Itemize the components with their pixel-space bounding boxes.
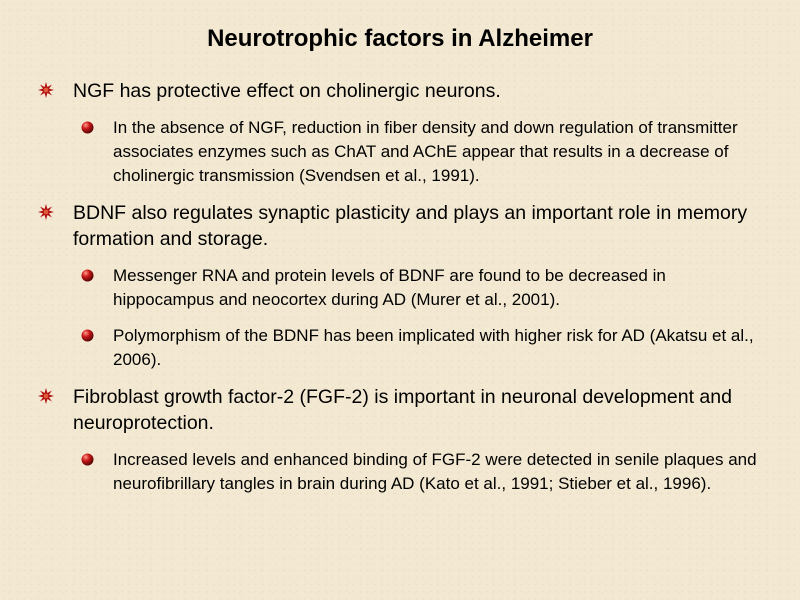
bullet-list xyxy=(38,78,770,508)
red-ball-bullet-icon xyxy=(81,453,94,466)
bullet-text: Fibroblast growth factor-2 (FGF-2) is important in neuronal development and neuroprotection. xyxy=(73,386,732,434)
sub-bullet-text: Messenger RNA and protein levels of BDNF are found to be decreased in hippocampus and neocortex during AD (Murer et al., 2001). xyxy=(113,266,666,309)
sub-bullet-text: In the absence of NGF, reduction in fiber density and down regulation of transmitter associates enzymes such as ChAT and AChE appear that results in a decrease of cholinergic transmission (Svendsen et al., 1991). xyxy=(113,118,738,185)
sub-bullet-item xyxy=(38,448,770,496)
starburst-bullet-icon xyxy=(38,204,54,220)
sub-bullet-item xyxy=(38,264,770,312)
red-ball-bullet-icon xyxy=(81,269,94,282)
bullet-item xyxy=(38,384,770,436)
red-ball-bullet-icon xyxy=(81,329,94,342)
bullet-item xyxy=(38,200,770,252)
sub-bullet-item xyxy=(38,116,770,188)
bullet-item xyxy=(38,78,770,104)
sub-bullet-text: Polymorphism of the BDNF has been implicated with higher risk for AD (Akatsu et al., 2006). xyxy=(113,326,754,369)
sub-bullet-text: Increased levels and enhanced binding of FGF-2 were detected in senile plaques and neurofibrillary tangles in brain during AD (Kato et al., 1991; Stieber et al., 1996). xyxy=(113,450,757,493)
starburst-bullet-icon xyxy=(38,388,54,404)
bullet-text: BDNF also regulates synaptic plasticity and plays an important role in memory formation and storage. xyxy=(73,202,748,250)
slide-title: Neurotrophic factors in Alzheimer xyxy=(207,25,593,52)
red-ball-bullet-icon xyxy=(81,121,94,134)
sub-bullet-item xyxy=(38,324,770,372)
starburst-bullet-icon xyxy=(38,82,54,98)
bullet-text: NGF has protective effect on cholinergic neurons. xyxy=(73,80,501,102)
